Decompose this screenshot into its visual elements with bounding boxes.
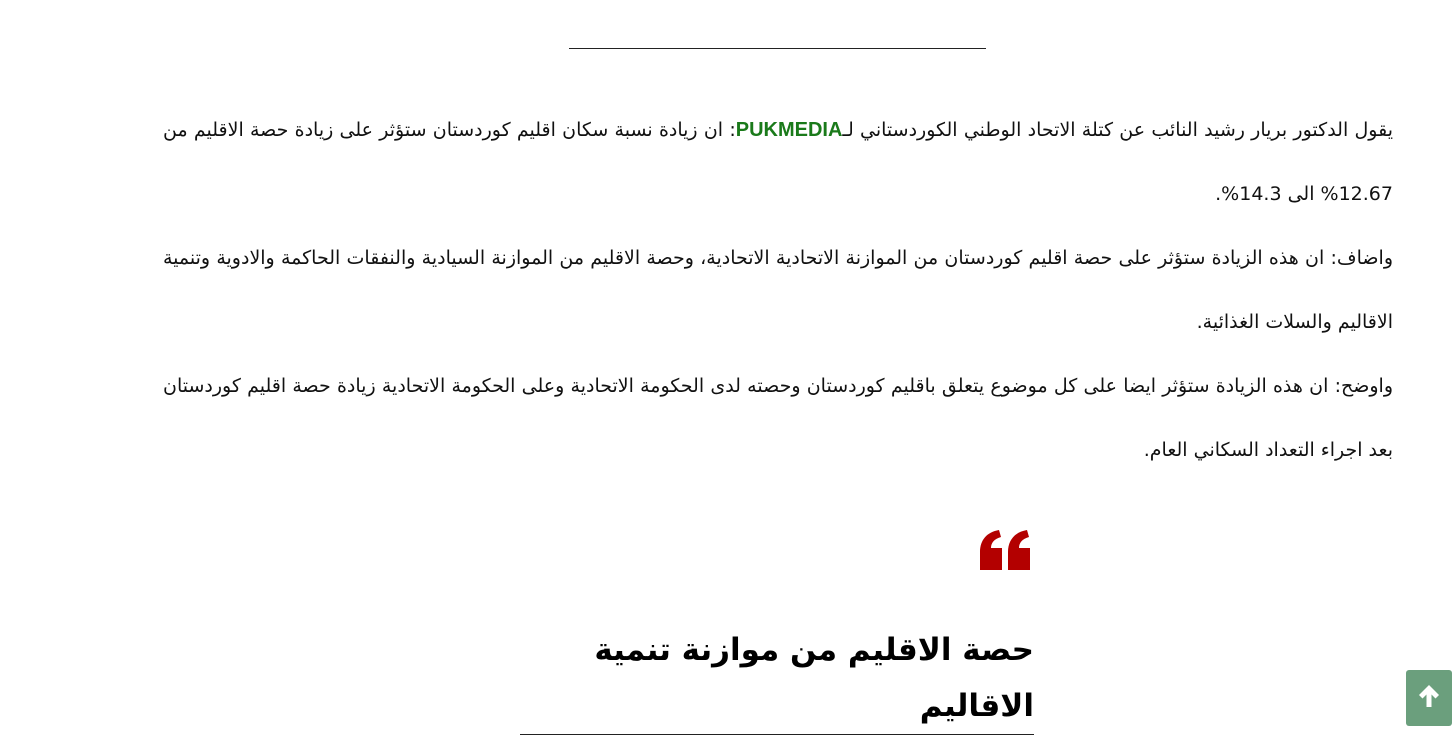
article-paragraph-3: واوضح: ان هذه الزيادة ستؤثر ايضا على كل موضوع يتعلق باقليم كوردستان وحصته لدى الحكومة الاتحادية وعلى الحكومة الاتحادية زيادة حصة اقليم كوردستان بعد اجراء التعداد السكاني العام. [163,375,1393,461]
arrow-up-icon [1417,683,1441,713]
brand-name: PUKMEDIA [735,119,843,141]
article-paragraph-1 [163,98,1393,226]
section-heading: حصة الاقليم من موازنة تنمية الاقاليم [594,632,1034,724]
article-body [163,98,1393,482]
top-divider [569,48,986,49]
paragraph-1-rest: : ان زيادة نسبة سكان اقليم كوردستان ستؤثر على زيادة حصة الاقليم من 12.67% الى 14.3%. [163,119,1393,205]
scroll-to-top-button[interactable] [1406,670,1452,726]
quote-icon [975,510,1037,580]
article-paragraph-2: واضاف: ان هذه الزيادة ستؤثر على حصة اقليم كوردستان من الموازنة الاتحادية الاتحادية، وحصة الاقليم من الموازنة السيادية والنفقات الحاكمة والادوية وتنمية الاقاليم والسلات الغذائية. [163,247,1393,333]
bottom-divider [520,734,1034,735]
paragraph-1-lead: يقول الدكتور بريار رشيد النائب عن كتلة الاتحاد الوطني الكوردستاني لـ [842,119,1393,141]
